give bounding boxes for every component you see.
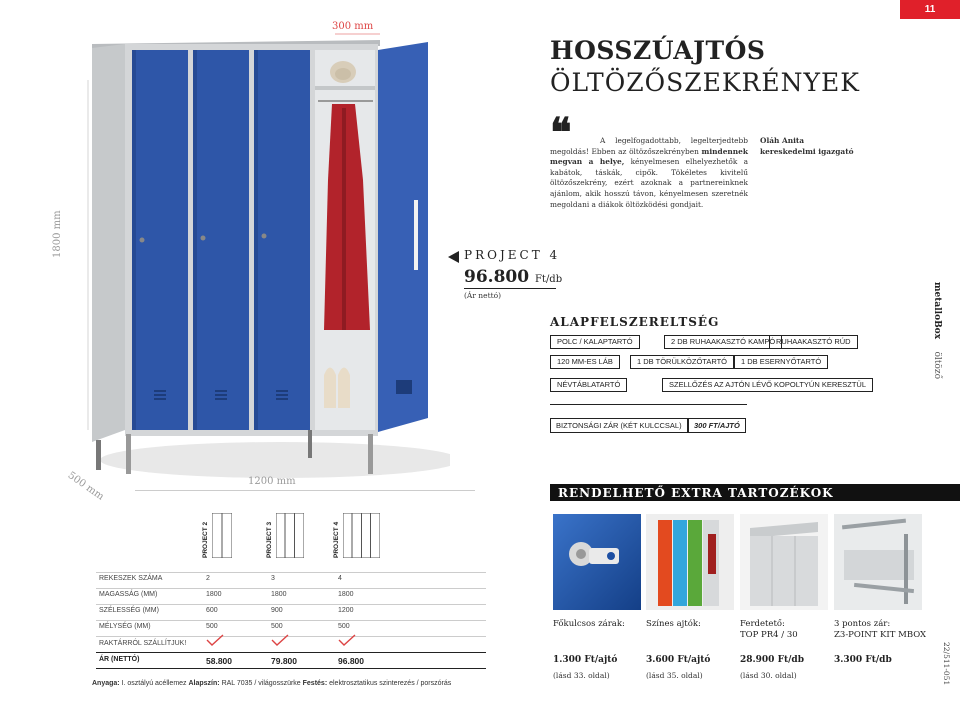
page-number: 11 <box>900 0 960 19</box>
equipment-tag: RUHAAKASZTÓ RÚD <box>769 335 858 349</box>
price-row-label: ÁR (NETTÓ) <box>99 656 140 663</box>
checkmark-icon <box>206 634 224 646</box>
equipment-title: ALAPFELSZERELTSÉG <box>550 315 720 329</box>
extra-name: Színes ajtók: <box>646 619 701 629</box>
price-note: (Ár nettó) <box>464 291 502 300</box>
extra-price: 3.300 Ft/db <box>834 655 892 665</box>
equipment-tag: 1 DB ESERNYŐTARTÓ <box>734 355 828 369</box>
brand-vertical <box>930 282 948 379</box>
door-width-label: 300 mm <box>332 21 374 32</box>
model-label: PROJECT 2 <box>202 521 209 558</box>
security-lock-price: 300 FT/AJTÓ <box>688 418 746 433</box>
checkmark-icon <box>271 634 289 646</box>
row-divider <box>96 620 486 621</box>
extra-name: Ferdetető: <box>740 619 785 629</box>
row-divider <box>96 588 486 589</box>
material-note: Anyaga: I. osztályú acéllemez Alapszín: RAL 7035 / világosszürke Festés: elektrosztatikus szinterezés / porszórás <box>92 680 452 687</box>
equipment-tag: SZELLŐZÉS AZ AJTÓN LÉVŐ KOPOLTYÚN KERESZTÜL <box>662 378 873 392</box>
table-cell: 2 <box>206 575 210 582</box>
extra-sub: TOP PR4 / 30 <box>740 630 798 640</box>
table-cell: 500 <box>206 623 218 630</box>
model-price: 79.800 <box>271 656 297 666</box>
model-label: PROJECT 3 <box>266 521 273 558</box>
page-title-line2: ÖLTÖZŐSZEKRÉNYEK <box>550 68 860 97</box>
table-cell: 4 <box>338 575 342 582</box>
row-label: RAKTÁRRÓL SZÁLLÍTJUK! <box>99 640 187 647</box>
row-divider <box>96 604 486 605</box>
table-cell: 1800 <box>338 591 354 598</box>
quote-mark-icon: ❝ <box>550 109 572 156</box>
extras-title: RENDELHETŐ EXTRA TARTOZÉKOK <box>558 486 834 500</box>
row-divider <box>96 668 486 669</box>
equipment-tag: 2 DB RUHAAKASZTÓ KAMPÓ <box>664 335 782 349</box>
sloped-roof-image <box>740 514 828 610</box>
row-divider <box>96 636 486 637</box>
extra-sub: Z3-POINT KIT MBOX <box>834 630 927 640</box>
height-label: 1800 mm <box>52 210 63 258</box>
catalog-code: 22/511-051 <box>942 642 951 686</box>
table-cell: 1800 <box>206 591 222 598</box>
model-price: 58.800 <box>206 656 232 666</box>
table-cell: 500 <box>338 623 350 630</box>
extra-price: 1.300 Ft/ajtó <box>553 655 618 665</box>
table-cell: 500 <box>271 623 283 630</box>
master-key-lock-image <box>553 514 641 610</box>
depth-label: 500 mm <box>65 470 106 503</box>
row-divider <box>96 652 486 653</box>
row-label: REKESZEK SZÁMA <box>99 575 163 582</box>
table-cell: 3 <box>271 575 275 582</box>
row-label: SZÉLESSÉG (MM) <box>99 607 159 614</box>
extra-page-ref: (lásd 30. oldal) <box>740 671 797 680</box>
width-dimension-line <box>135 490 475 491</box>
testimonial-quote: A legelfogadottabb, legelterjedtebb megoldás! Ebben az öltözőszekrényben mindennek megvan a helye, kényelmesen elhelyezhetők a kabátok, táskák, cipők. Tökéletes kivitelű öltözőszekrény, ezért azoknak a partnereinknek ajánlom, akik hosszú távon, kényelmesen szeretnék megoldani a diákok öltözködési gondjait. <box>550 136 748 209</box>
author-role: kereskedelmi igazgató <box>760 146 854 156</box>
project2-icon <box>212 513 232 558</box>
product-price: 96.800 Ft/db <box>464 267 563 287</box>
row-label: MAGASSÁG (MM) <box>99 591 158 598</box>
model-price: 96.800 <box>338 656 364 666</box>
security-lock-label: BIZTONSÁGI ZÁR (KÉT KULCCSAL) <box>550 418 688 433</box>
extra-price: 28.900 Ft/db <box>740 655 804 665</box>
project3-icon <box>276 513 304 558</box>
divider <box>550 404 747 405</box>
table-cell: 1200 <box>338 607 354 614</box>
table-cell: 1800 <box>271 591 287 598</box>
brand-name: metalloBox <box>932 282 942 340</box>
arrow-left-icon <box>448 251 459 263</box>
table-cell: 900 <box>271 607 283 614</box>
product-name: PROJECT 4 <box>464 248 561 262</box>
width-label: 1200 mm <box>248 476 296 487</box>
extra-name: 3 pontos zár: <box>834 619 891 629</box>
author-name: Oláh Anita <box>760 136 805 145</box>
extra-page-ref: (lásd 33. oldal) <box>553 671 610 680</box>
equipment-tag: 120 MM-ES LÁB <box>550 355 620 369</box>
three-point-lock-image <box>834 514 922 610</box>
checkmark-icon <box>338 634 356 646</box>
equipment-tag: NÉVTÁBLATARTÓ <box>550 378 627 392</box>
equipment-tag: POLC / KALAPTARTÓ <box>550 335 640 349</box>
row-divider <box>96 572 486 573</box>
extra-name: Főkulcsos zárak: <box>553 619 625 629</box>
brand-sub: öltöző <box>932 351 942 380</box>
row-label: MÉLYSÉG (MM) <box>99 623 151 630</box>
project4-icon <box>343 513 380 558</box>
equipment-tag: 1 DB TÖRÜLKÖZŐTARTÓ <box>630 355 734 369</box>
colored-doors-image <box>646 514 734 610</box>
extra-price: 3.600 Ft/ajtó <box>646 655 711 665</box>
page-title-line1: HOSSZÚAJTÓS <box>550 36 766 65</box>
model-label: PROJECT 4 <box>333 521 340 558</box>
product-photo <box>80 30 450 510</box>
table-cell: 600 <box>206 607 218 614</box>
extra-page-ref: (lásd 35. oldal) <box>646 671 703 680</box>
price-underline <box>464 288 556 289</box>
quote-author <box>760 136 854 157</box>
